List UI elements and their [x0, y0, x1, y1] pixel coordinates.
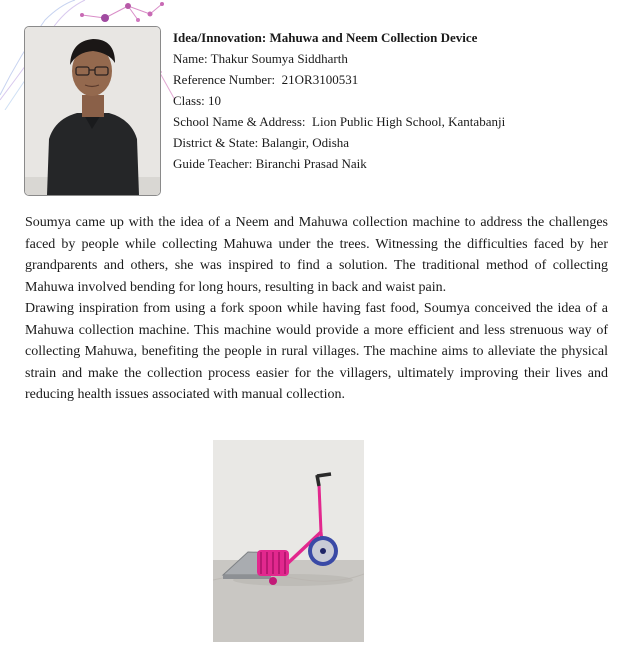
reference-value: 21OR3100531	[281, 72, 359, 87]
district-line	[173, 132, 505, 153]
class-value: 10	[208, 93, 222, 108]
student-photo	[24, 26, 161, 196]
name-label: Name:	[173, 51, 208, 66]
description-paragraph-2: Drawing inspiration from using a fork spoon while having fast food, Soumya conceived the idea of a Mahuwa collection machine. This machine would provide a more efficient and less strenuous way of collecting Mahuwa, benefiting the people in rural villages. The machine aims to alleviate the physical strain and make the collection process easier for the villagers, ultimately improving their lives and reducing health issues associated with manual collection.	[25, 301, 608, 402]
device-photo	[213, 440, 364, 642]
district-value: Balangir, Odisha	[261, 135, 350, 150]
idea-title: Idea/Innovation: Mahuwa and Neem Collection Device	[173, 30, 478, 45]
guide-value: Biranchi Prasad Naik	[255, 156, 367, 171]
school-value: Lion Public High School, Kantabanji	[312, 114, 506, 129]
reference-line	[173, 69, 505, 90]
guide-line	[173, 153, 505, 174]
description-paragraph-1: Soumya came up with the idea of a Neem and Mahuwa collection machine to address the challenges faced by people while collecting Mahuwa under the trees. Witnessing the difficulties faced by her grandparents and others, she was inspired to find a solution. The traditional method of collecting Mahuwa involved bending for long hours, resulting in back and waist pain.	[25, 215, 608, 295]
class-line	[173, 90, 505, 111]
school-label: School Name & Address:	[173, 114, 306, 129]
district-label: District & State:	[173, 135, 259, 150]
school-line	[173, 111, 505, 132]
description	[25, 212, 608, 406]
guide-label: Guide Teacher:	[173, 156, 253, 171]
class-label: Class:	[173, 93, 205, 108]
name-line	[173, 48, 505, 69]
name-value: Thakur Soumya Siddharth	[210, 51, 348, 66]
profile-info	[173, 27, 505, 174]
reference-label: Reference Number:	[173, 72, 276, 87]
